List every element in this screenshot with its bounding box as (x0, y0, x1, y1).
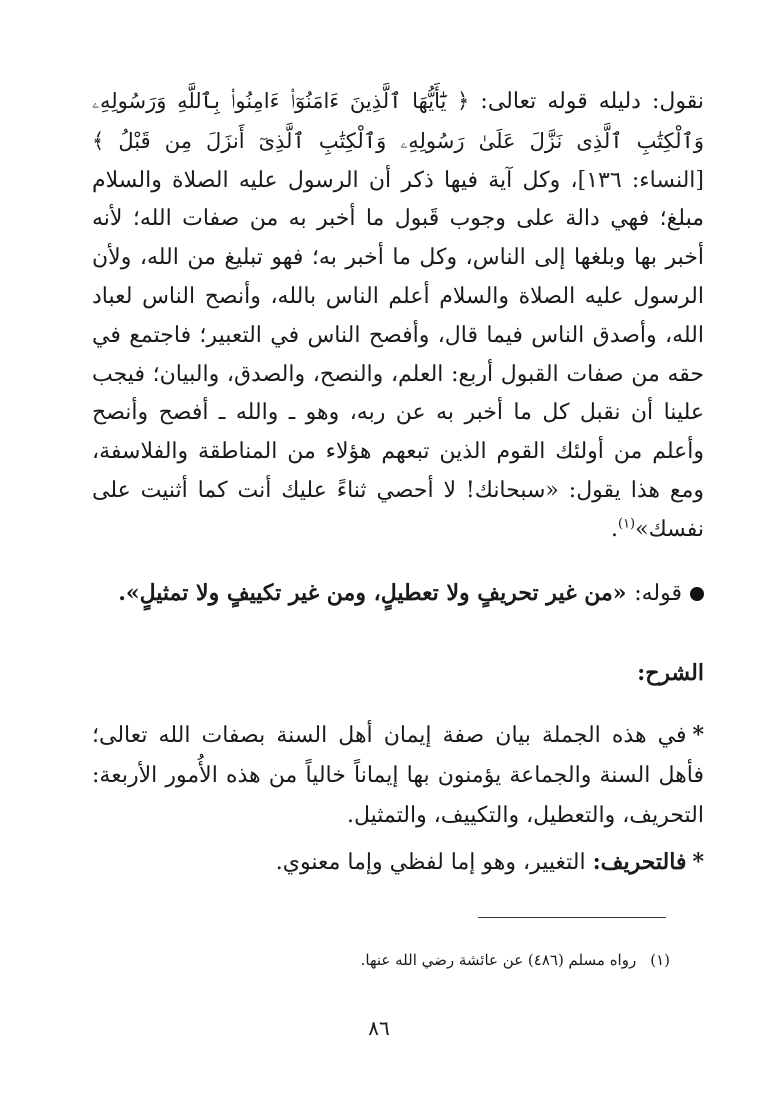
paragraph-evidence (92, 82, 704, 550)
paragraph-intro: نقول: دليله قوله تعالى: (480, 89, 705, 114)
verse-citation: [النساء: ١٣٦] (577, 167, 704, 193)
bullet-icon (690, 587, 704, 601)
section-heading: الشرح: (637, 660, 704, 686)
quran-verse: ﴿ يَٰٓأَيُّهَا ٱلَّذِينَ ءَامَنُوٓا۟ ءَامِنُوا۟ بِٱللَّهِ وَرَسُولِهِۦ وَٱلْكِتَٰبِ ٱلَّذِى نَزَّلَ عَلَىٰ رَسُولِهِۦ وَٱلْكِتَٰبِ ٱلَّذِىٓ أَنزَلَ مِن قَبْلُ ﴾ (92, 89, 704, 153)
definition-term: فالتحريف: (592, 849, 687, 875)
paragraph-body: ، وكل آية فيها ذكر أن الرسول عليه الصلاة والسلام مبلغ؛ فهي دالة على وجوب قَبول ما أخبر به من صفات الله؛ لأنه أخبر بها وبلغها إلى الناس، وكل ما أخبر به؛ فهو تبليغ من الله، ولأن الرسول عليه الصلاة والسلام أعلم الناس بالله، وأنصح الناس لعباد الله، وأصدق الناس فيما قال، وأفصح الناس في التعبير؛ فاجتمع في حقه من صفات القبول أربع: العلم، والنصح، والصدق، والبيان؛ فيجب علينا أن نقبل كل ما أخبر به عن ربه، وهو ـ والله ـ أفصح وأنصح وأعلم من أولئك القوم الذين تبعهم هؤلاء من المناطقة والفلاسفة، ومع هذا يقول: «سبحانك! لا أحصي ثناءً عليك أنت كما أثنيت على نفسك» (92, 167, 704, 542)
footnote-divider (478, 917, 666, 918)
footnote-marker[interactable]: (١) (617, 516, 636, 532)
footnote-number: (١) (650, 951, 670, 969)
page-number: ٨٦ (368, 1016, 390, 1040)
quote-label: قوله: (634, 581, 682, 606)
footnote (92, 948, 670, 972)
star-icon: * (692, 849, 704, 875)
paragraph-quote (92, 573, 704, 614)
explanation-text: في هذه الجملة بيان صفة إيمان أهل السنة بصفات الله تعالى؛ فأهل السنة والجماعة يؤمنون بها إيماناً خالياً من هذه الأُمور الأربعة: التحريف، والتعطيل، والتكييف، والتمثيل. (92, 723, 704, 828)
paragraph-explanation (92, 715, 704, 836)
paragraph-definition (92, 843, 704, 883)
star-icon: * (692, 722, 704, 748)
footnote-text: رواه مسلم (٤٨٦) عن عائشة رضي الله عنها. (360, 951, 637, 969)
definition-text: التغيير، وهو إما لفظي وإما معنوي. (275, 850, 586, 875)
quote-text: «من غير تحريفٍ ولا تعطيلٍ، ومن غير تكييفٍ ولا تمثيلٍ» (125, 580, 627, 606)
quote-end: . (118, 580, 126, 606)
paragraph-end: . (610, 516, 618, 542)
